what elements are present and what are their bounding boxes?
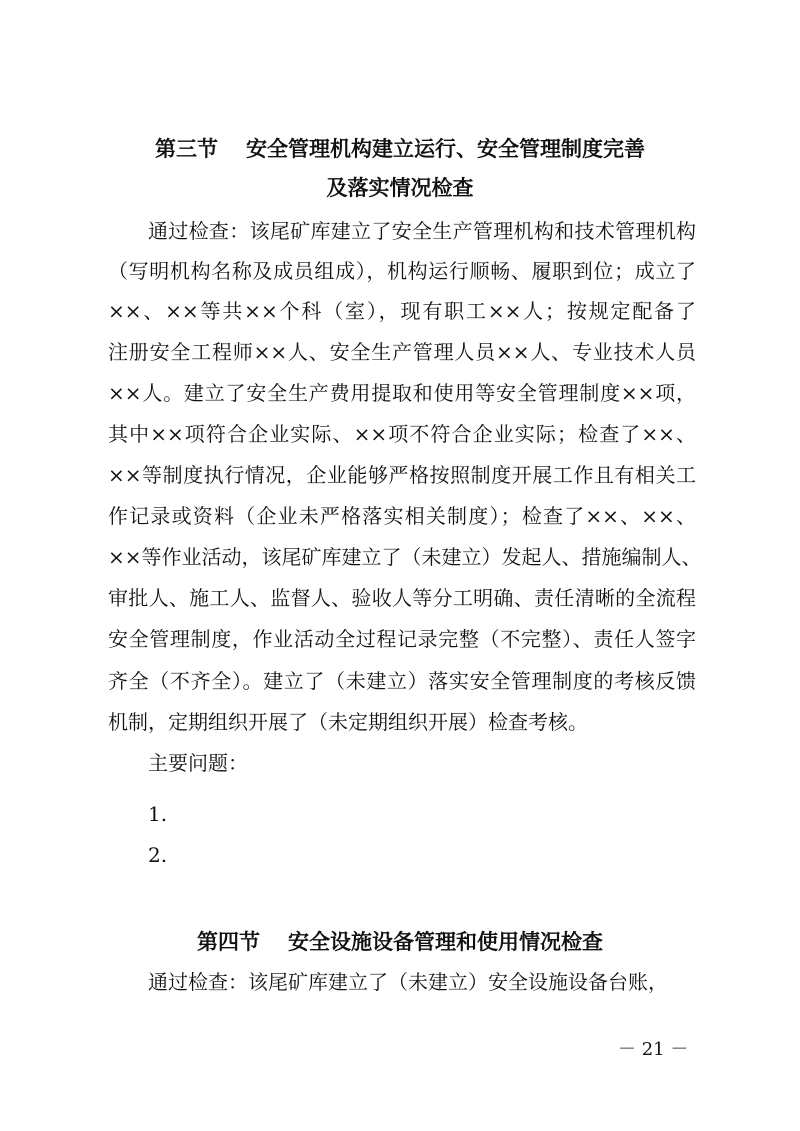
paragraph-line: ××等作业活动，该尾矿库建立了（未建立）发起人、措施编制人、 bbox=[108, 545, 702, 569]
page-number: － 21 － bbox=[618, 1039, 689, 1060]
section-4-number: 第四节 bbox=[197, 930, 260, 954]
paragraph-line: 通过检查：该尾矿库建立了（未建立）安全设施设备台账， bbox=[148, 970, 668, 994]
section-4-title: 安全设施设备管理和使用情况检查 bbox=[288, 930, 603, 954]
paragraph-line: 其中××项符合企业实际、××项不符合企业实际；检查了××、 bbox=[108, 422, 696, 446]
paragraph-line: 作记录或资料（企业未严格落实相关制度）；检查了××、××、 bbox=[108, 504, 696, 528]
paragraph-line: 注册安全工程师××人、安全生产管理人员××人、专业技术人员 bbox=[108, 340, 696, 364]
section-3-title-line1: 安全管理机构建立运行、安全管理制度完善 bbox=[246, 137, 645, 161]
paragraph-line: ××、××等共××个科（室），现有职工××人；按规定配备了 bbox=[108, 299, 696, 323]
paragraph-line: ××人。建立了安全生产费用提取和使用等安全管理制度××项， bbox=[108, 381, 696, 405]
issues-label: 主要问题： bbox=[148, 751, 248, 775]
paragraph-line: 机制，定期组织开展了（未定期组织开展）检查考核。 bbox=[108, 710, 588, 734]
section-3-title-line2: 及落实情况检查 bbox=[326, 176, 474, 200]
paragraph-line: ××等制度执行情况，企业能够严格按照制度开展工作且有相关工 bbox=[108, 463, 696, 487]
section-3-heading bbox=[0, 137, 800, 161]
issue-item: 2. bbox=[148, 843, 168, 867]
paragraph-line: 安全管理制度，作业活动全过程记录完整（不完整）、责任人签字 bbox=[108, 627, 696, 651]
issue-item: 1. bbox=[148, 802, 168, 826]
paragraph-line: 审批人、施工人、监督人、验收人等分工明确、责任清晰的全流程 bbox=[108, 586, 696, 610]
paragraph-line: （写明机构名称及成员组成），机构运行顺畅、履职到位；成立了 bbox=[108, 259, 696, 283]
section-3-number: 第三节 bbox=[155, 137, 218, 161]
paragraph-line: 齐全（不齐全）。建立了（未建立）落实安全管理制度的考核反馈 bbox=[108, 669, 696, 693]
section-3-heading-cont bbox=[0, 176, 800, 200]
paragraph-line: 通过检查：该尾矿库建立了安全生产管理机构和技术管理机构 bbox=[148, 219, 696, 243]
section-4-heading bbox=[0, 930, 800, 954]
